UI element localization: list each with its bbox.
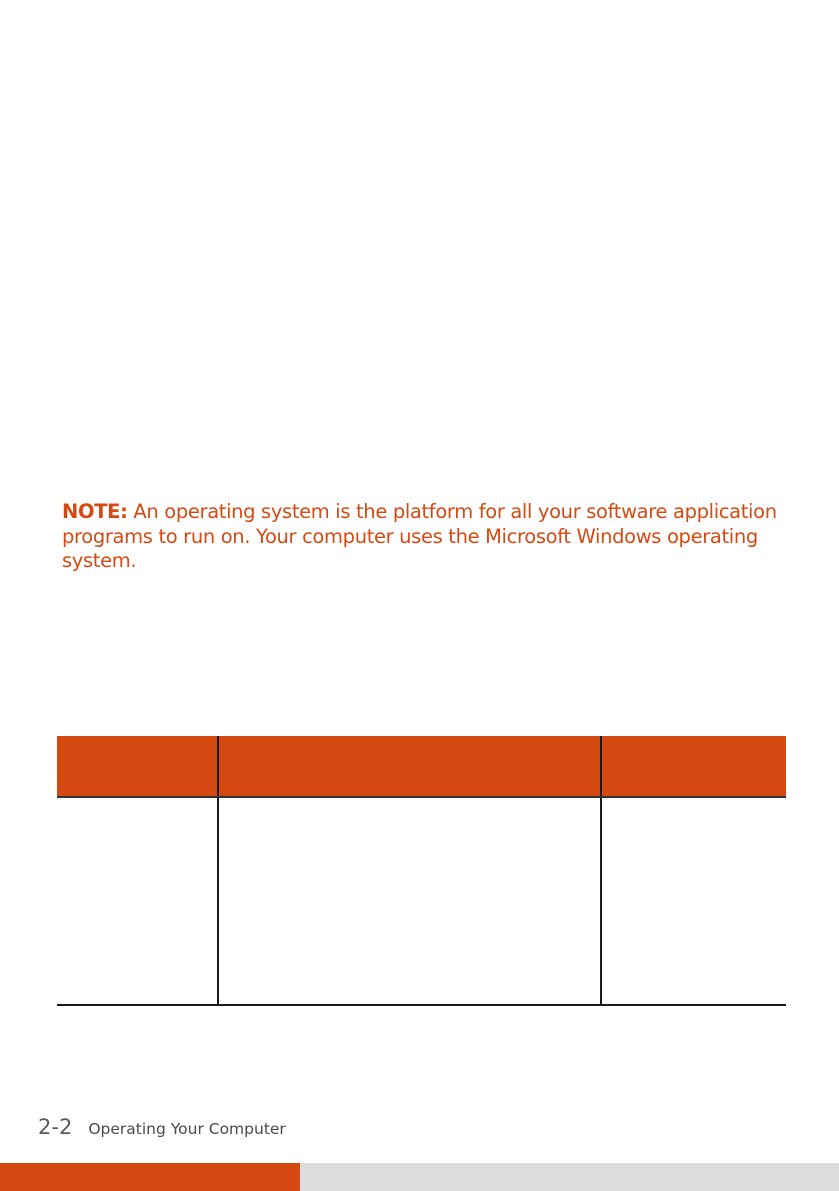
- note-text: An operating system is the platform for all your software application programs to run on. Your computer uses the Microsoft Windows operating system.: [62, 500, 777, 572]
- spec-table: [57, 736, 786, 1006]
- page-footer: [38, 1115, 286, 1139]
- note-label: NOTE:: [62, 500, 128, 523]
- bottom-bar: [0, 1163, 839, 1191]
- table-header-cell: [601, 736, 786, 797]
- table-header-row: [57, 736, 786, 797]
- table-cell: [218, 797, 601, 1005]
- bottom-bar-rest: [300, 1163, 839, 1191]
- section-title: Operating Your Computer: [88, 1120, 286, 1138]
- table-cell: [57, 797, 218, 1005]
- note-paragraph: [62, 500, 792, 574]
- bottom-bar-accent: [0, 1163, 300, 1191]
- table-header-cell: [57, 736, 218, 797]
- table-header-cell: [218, 736, 601, 797]
- table-cell: [601, 797, 786, 1005]
- page-number: 2-2: [38, 1115, 73, 1139]
- spec-table-container: [57, 736, 786, 1006]
- table-row: [57, 797, 786, 1005]
